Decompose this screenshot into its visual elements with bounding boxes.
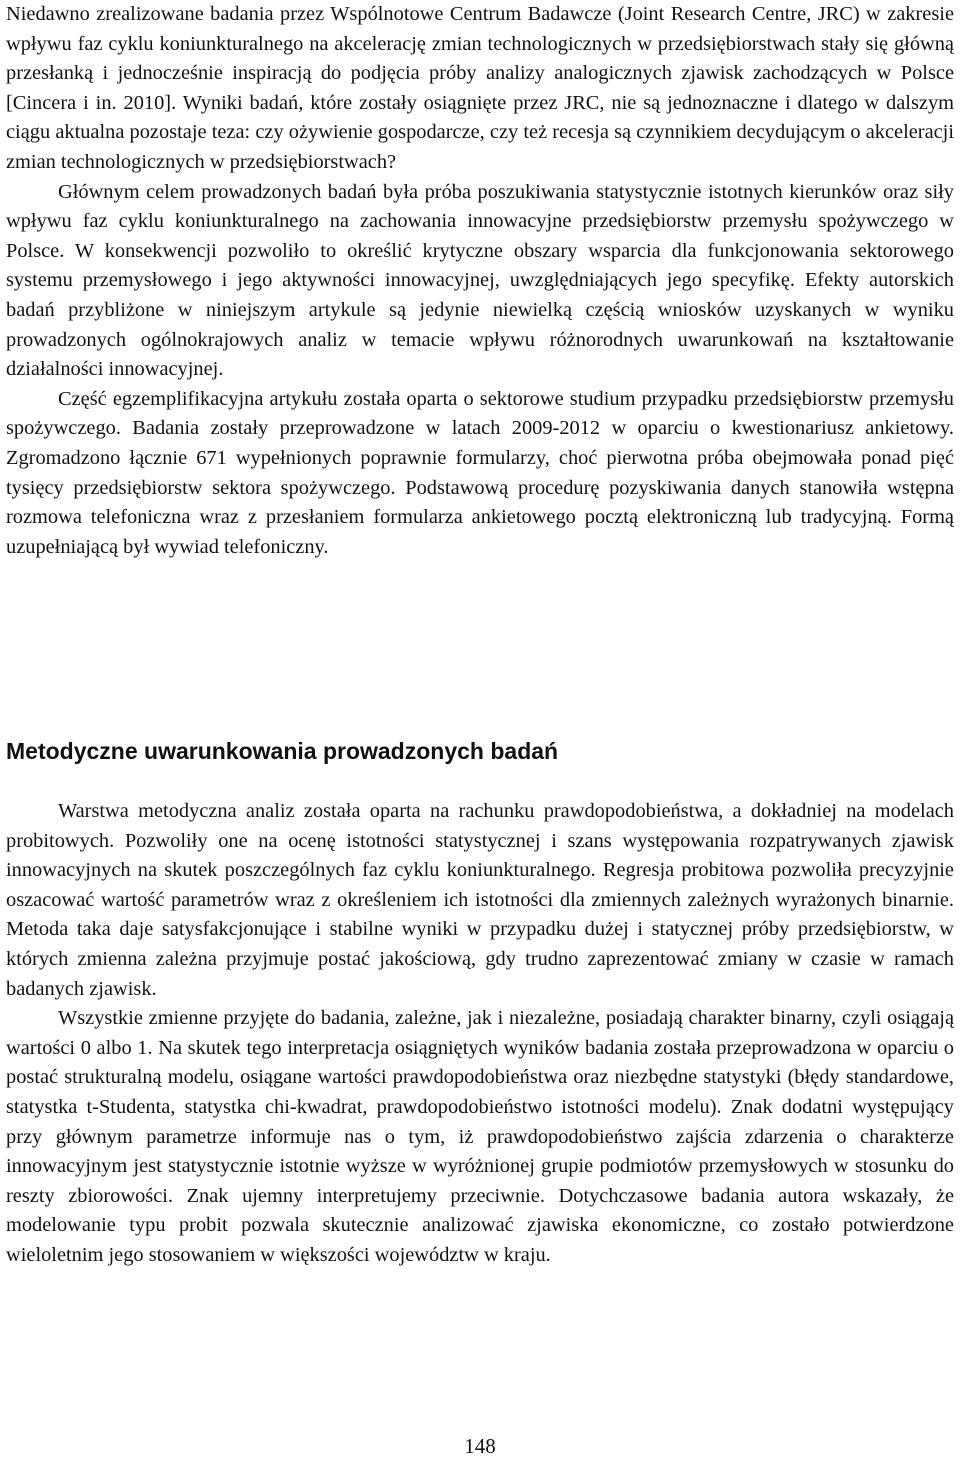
section-heading: Metodyczne uwarunkowania prowadzonych badań xyxy=(6,738,559,764)
paragraph-jrc-research: Niedawno zrealizowane badania przez Wspólnotowe Centrum Badawcze (Joint Research Centre, JRC) w zakresie wpływu faz cyklu koniunkturalnego na akcelerację zmian technologicznych w przedsiębiorstwach stały się główną przesłanką i jednocześnie inspiracją do podjęcia próby analizy analogicznych zjawisk zachodzących w Polsce [Cincera i in. 2010]. Wyniki badań, które zostały osiągnięte przez JRC, nie są jednoznaczne i dlatego w dalszym ciągu aktualna pozostaje teza: czy ożywienie gospodarcze, czy też recesja są czynnikiem decydującym o akceleracji zmian technologicznych w przedsiębiorstwach? xyxy=(6,3,954,173)
paragraph-binary-variables: Wszystkie zmienne przyjęte do badania, zależne, jak i niezależne, posiadają charakter binarny, czyli osiągają wartości 0 albo 1. Na skutek tego interpretacja osiągniętych wyników badania została przeprowadzona w oparciu o postać strukturalną modelu, osiągane wartości prawdopodobieństwa oraz niezbędne statystyki (błędy standardowe, statystka t-Studenta, statystka chi-kwadrat, prawdopodobieństwo istotności modelu). Znak dodatni występujący przy głównym parametrze informuje nas o tym, iż prawdopodobieństwo zajścia zdarzenia o charakterze innowacyjnym jest statystycznie istotnie wyższe w wyróżnionej grupie podmiotów przemysłowych w stosunku do reszty zbiorowości. Znak ujemny interpretujemy przeciwnie. Dotychczasowe badania autora wskazały, że modelowanie typu probit pozwala skutecznie analizować zjawiska ekonomiczne, co zostało potwierdzone wieloletnim jego stosowaniem w większości województw w kraju. xyxy=(6,1007,954,1266)
paragraph-research-goal: Głównym celem prowadzonych badań była próba poszukiwania statystycznie istotnych kierunków oraz siły wpływu faz cyklu koniunkturalnego na zachowania innowacyjne przedsiębiorstw przemysłu spożywczego w Polsce. W konsekwencji pozwoliło to określić krytyczne obszary wsparcia dla funkcjonowania sektorowego systemu przemysłowego i jego aktywności innowacyjnej, uwzględniających jego specyfikę. Efekty autorskich badań przybliżone w niniejszym artykule są jedynie niewielką częścią wniosków uzyskanych w wyniku prowadzonych ogólnokrajowych analiz w temacie wpływu różnorodnych uwarunkowań na kształtowanie działalności innowacyjnej. xyxy=(6,180,954,381)
paragraph-case-study: Część egzemplifikacyjna artykułu została oparta o sektorowe studium przypadku przedsiębiorstw przemysłu spożywczego. Badania zostały przeprowadzone w latach 2009-2012 w oparciu o kwestionariusz ankietowy. Zgromadzono łącznie 671 wypełnionych poprawnie formularzy, choć pierwotna próba obejmowała ponad pięć tysięcy przedsiębiorstw sektora spożywczego. Podstawową procedurę pozyskiwania danych stanowiła wstępna rozmowa telefoniczna wraz z przesłaniem formularza ankietowego pocztą elektroniczną lub tradycyjną. Formą uzupełniającą był wywiad telefoniczny. xyxy=(6,387,954,558)
methodology-section xyxy=(6,797,954,1271)
intro-section xyxy=(6,0,954,562)
page-number: 148 xyxy=(464,1434,496,1458)
paragraph-probit-method: Warstwa metodyczna analiz została oparta na rachunku prawdopodobieństwa, a dokładniej na modelach probitowych. Pozwoliły one na ocenę istotności statystycznej i szans występowania rozpatrywanych zjawisk innowacyjnych na skutek poszczególnych faz cyklu koniunkturalnego. Regresja probitowa pozwoliła precyzyjnie oszacować wartość parametrów wraz z określeniem ich istotności dla zmiennych zależnych wyrażonych binarnie. Metoda taka daje satysfakcjonujące i stabilne wyniki w przypadku dużej i statycznej próby przedsiębiorstw, w których zmienna zależna przyjmuje postać jakościową, gdy trudno zaprezentować zmiany w czasie w ramach badanych zjawisk. xyxy=(6,800,954,1000)
document-page xyxy=(6,0,954,562)
